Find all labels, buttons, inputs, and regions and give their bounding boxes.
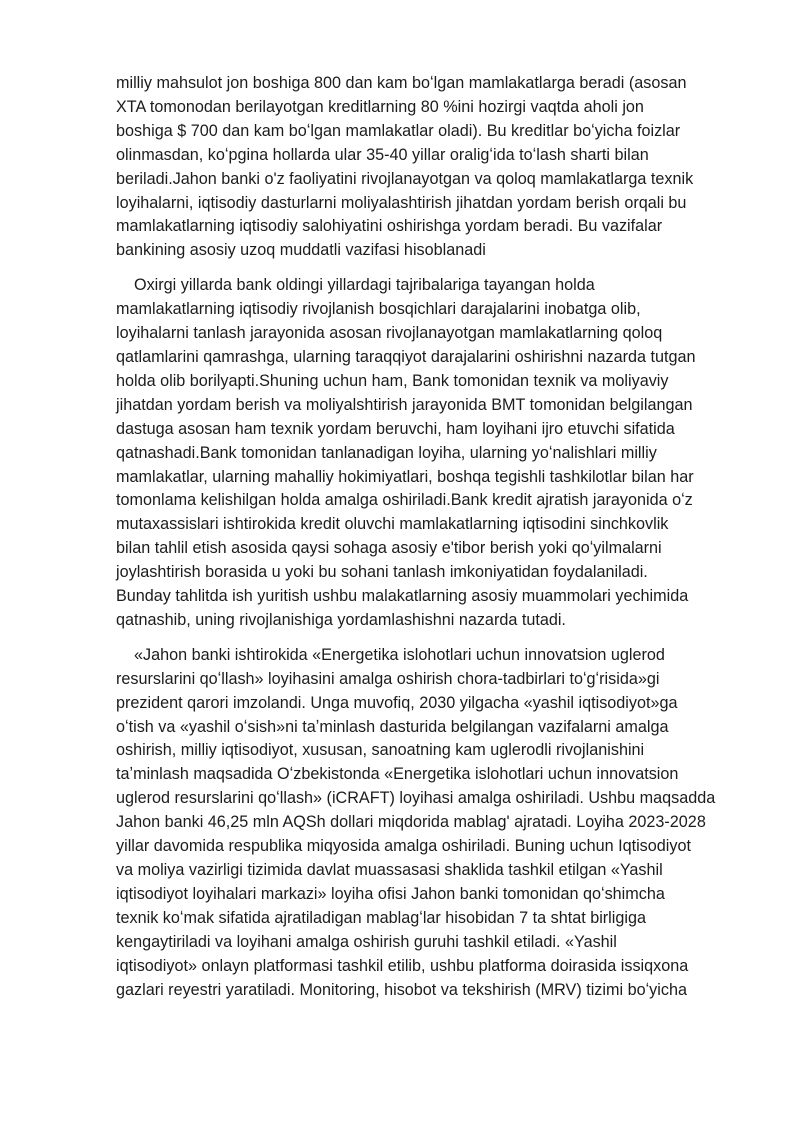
text-line: yillar davomida respublika miqyosida amalga oshiriladi. Buning uchun Iqtisodiyot [116,837,691,856]
text-line: beriladi.Jahon banki o'z faoliyatini rivojlanayotgan va qoloq mamlakatlarga texnik [116,169,694,188]
text-line: mamlakatlar, ularning mahalliy hokimiyatlari, boshqa tegishli tashkilotlar bilan har [116,467,694,486]
text-line: resurslarini qoʻllash» loyihasini amalga oshirish chora-tadbirlari toʻgʻrisida»gi [116,669,660,688]
text-line: va moliya vazirligi tizimida davlat muassasasi shaklida tashkil etilgan «Yashil [116,861,663,879]
text-line: milliy mahsulot jon boshiga 800 dan kam boʻlgan mamlakatlarga beradi (asosan [116,74,687,92]
text-line: holda olib borilyapti.Shuning uchun ham, Bank tomonidan texnik va moliyaviy [116,371,669,390]
text-line: bankining asosiy uzoq muddatli vazifasi hisoblanadi [116,241,486,260]
paragraph-3 [116,644,716,1003]
text-line: jihatdan yordam berish va moliyalshtirish jarayonida BMT tomonidan belgilangan [116,395,693,414]
text-line: olinmasdan, koʻpgina hollarda ular 35-40 yillar oraligʻida toʻlash sharti bilan [116,145,649,164]
text-line: oshirish, milliy iqtisodiyot, xususan, sanoatning kam uglerodli rivojlanishini [116,741,645,760]
text-line: taʼminlash maqsadida Oʻzbekistonda «Energetika islohotlari uchun innovatsion [116,765,679,784]
text-line: prezident qarori imzolandi. Unga muvofiq, 2030 yilgacha «yashil iqtisodiyot»ga [116,693,678,712]
document-page [116,72,716,1002]
paragraph-1 [116,72,716,263]
text-line: Oxirgi yillarda bank oldingi yillardagi tajribalariga tayangan holda [134,276,595,295]
text-line: loyihalarni tanlash jarayonida asosan rivojlanayotgan mamlakatlarning qoloq [116,324,663,343]
text-line: mutaxassislari ishtirokida kredit oluvchi mamlakatlarning iqtisodini sinchkovlik [116,515,669,534]
text-line: uglerod resurslarini qoʻllash» (iCRAFT) loyihasi amalga oshiriladi. Ushbu maqsadda [116,789,716,808]
text-line: joylashtirish borasida u yoki bu sohani tanlash imkoniyatidan foydalaniladi. [116,563,648,582]
text-line: Bunday tahlitda ish yuritish ushbu malakatlarning asosiy muammolari yechimida [116,587,689,606]
text-line: XTA tomonodan berilayotgan kreditlarning 80 %ini hozirgi vaqtda aholi jon [116,97,644,116]
text-line: oʻtish va «yashil oʻsish»ni taʼminlash dasturida belgilangan vazifalarni amalga [116,717,669,736]
text-line: mamlakatlarning iqtisodiy salohiyatini oshirishga yordam beradi. Bu vazifalar [116,217,663,236]
text-line: qatlamlarini qamrashga, ularning taraqqiyot darajalarini oshirishni nazarda tutgan [116,347,696,366]
text-line: mamlakatlarning iqtisodiy rivojlanish bosqichlari darajalarini inobatga olib, [116,300,641,319]
text-line: texnik koʻmak sifatida ajratiladigan mablagʻlar hisobidan 7 ta shtat birligiga [116,908,646,927]
text-line: loyihalarni, iqtisodiy dasturlarni moliyalashtirish jihatdan yordam berish orqali bu [116,193,687,212]
text-line: gazlari reyestri yaratiladi. Monitoring, hisobot va tekshirish (MRV) tizimi boʻyicha [116,980,687,999]
paragraph-2 [116,274,716,633]
text-line: qatnashadi.Bank tomonidan tanlanadigan loyiha, ularning yoʻnalishlari milliy [116,443,657,462]
text-line: iqtisodiyot loyihalari markazi» loyiha ofisi Jahon banki tomonidan qoʻshimcha [116,884,665,903]
text-line: qatnashib, uning rivojlanishiga yordamlashishni nazarda tutadi. [116,610,566,629]
text-line: tomonlama kelishilgan holda amalga oshiriladi.Bank kredit ajratish jarayonida oʻz [116,491,693,510]
text-line: «Jahon banki ishtirokida «Energetika islohotlari uchun innovatsion uglerod [134,645,665,664]
text-line: kengaytiriladi va loyihani amalga oshirish guruhi tashkil etiladi. «Yashil [116,932,617,951]
text-line: Jahon banki 46,25 mln AQSh dollari miqdorida mablag' ajratadi. Loyiha 2023-2028 [116,813,706,832]
text-line: boshiga $ 700 dan kam boʻlgan mamlakatlar oladi). Bu kreditlar boʻyicha foizlar [116,121,681,140]
text-line: dastuga asosan ham texnik yordam beruvchi, ham loyihani ijro etuvchi sifatida [116,419,675,438]
text-line: bilan tahlil etish asosida qaysi sohaga asosiy e'tibor berish yoki qoʻyilmalarni [116,539,662,558]
text-line: iqtisodiyot» onlayn platformasi tashkil etilib, ushbu platforma doirasida issiqxona [116,956,689,975]
